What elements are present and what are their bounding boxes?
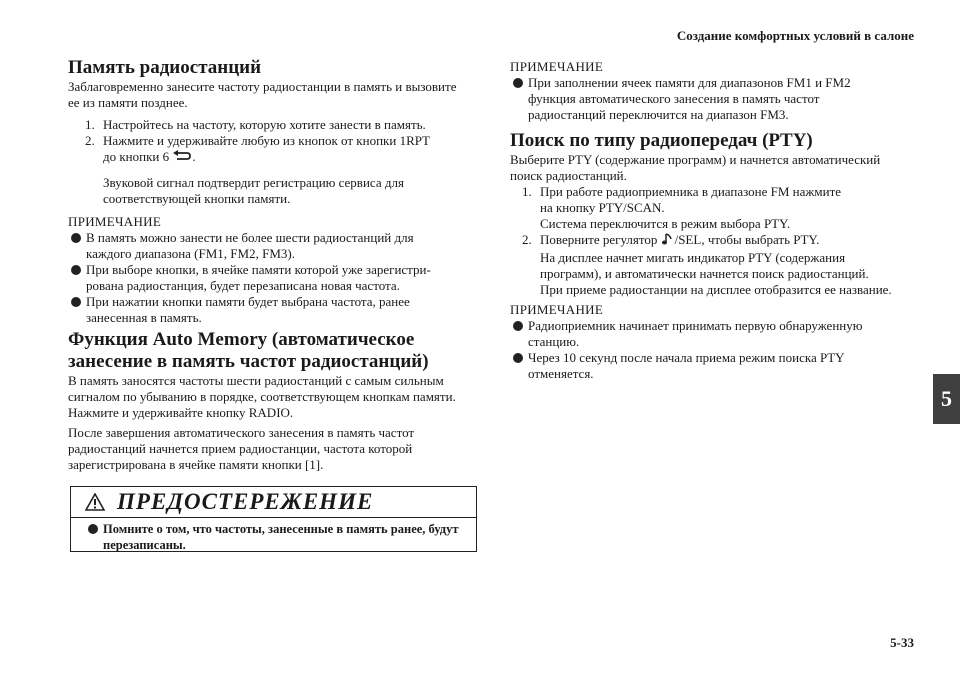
step-2: 2. Нажмите и удерживайте любую из кнопок от кнопки 1RPT до кнопки 6 . [85, 133, 485, 166]
note-item: При нажатии кнопки памяти будет выбрана частота, ранее занесенная в память. [68, 294, 488, 326]
warning-header [71, 487, 476, 518]
auto-memory-para1: В память заносятся частоты шести радиостанций с самым сильным сигналом по убыванию в порядке, соответствующем кнопкам памяти. Нажмите и удерживайте кнопку RADIO. [68, 373, 456, 420]
chapter-tab: 5 [933, 374, 960, 424]
note-item: В память можно занести не более шести радиостанций для каждого диапазона (FM1, FM2, FM3). [68, 230, 488, 262]
auto-memory-heading: Функция Auto Memory (автоматическое занесение в память частот радиостанций) [68, 329, 429, 372]
auto-memory-para2: После завершения автоматического занесения в память частот радиостанций начнется прием радиостанции, частота которой зарегистрирована в ячейке памяти кнопки [1]. [68, 425, 415, 472]
warning-box [70, 486, 477, 552]
pty-intro: Выберите PTY (содержание программ) и начнется автоматический поиск радиостанций. [510, 152, 881, 183]
note-item: При заполнении ячеек памяти для диапазонов FM1 и FM2 функция автоматического занесения в память частот радиостанций переключится на диапазон FM3. [510, 75, 920, 123]
note-item: При выборе кнопки, в ячейке памяти которой уже зарегистри- рована радиостанция, будет перезаписана новая частота. [68, 262, 488, 294]
step-1: 1. Настройтесь на частоту, которую хотите занести в память. [85, 117, 426, 132]
memory-intro: Заблаговременно занесите частоту радиостанции в память и вызовите ее из памяти позднее. [68, 79, 457, 110]
pty-step-1: 1. При работе радиоприемника в диапазоне FM нажмите на кнопку PTY/SCAN. Система переключится в режим выбора PTY. [522, 184, 842, 231]
warning-item: Помните о том, что частоты, занесенные в память ранее, будут перезаписаны. [85, 521, 468, 553]
running-header: Создание комфортных условий в салоне [676, 28, 914, 43]
note-item: Радиоприемник начинает принимать первую обнаруженную станцию. [510, 318, 920, 350]
pty-steps [522, 184, 932, 298]
note-item: Через 10 секунд после начала приема режим поиска PTY отменяется. [510, 350, 920, 382]
warning-title: ПРЕДОСТЕРЕЖЕНИЕ [117, 489, 374, 514]
return-arrow-icon [172, 150, 192, 166]
warning-triangle-icon [85, 493, 105, 516]
memory-confirm: Звуковой сигнал подтвердит регистрацию сервиса для соответствующей кнопки памяти. [103, 175, 404, 207]
pty-heading: Поиск по типу радиопередач (PTY) [510, 130, 813, 151]
page-number: 5-33 [890, 635, 914, 650]
memory-notes [68, 214, 488, 326]
note-label: ПРИМЕЧАНИЕ [68, 214, 162, 229]
pty-notes: ПРИМЕЧАНИЕ Радиоприемник начинает принимать первую обнаруженную станцию. Через 10 секунд после начала приема режим поиска PTY отменяется. [510, 302, 920, 382]
memory-heading: Память радиостанций [68, 57, 262, 78]
memory-steps [85, 117, 485, 207]
right-note: ПРИМЕЧАНИЕ При заполнении ячеек памяти для диапазонов FM1 и FM2 функция автоматического занесения в память частот радиостанций переключится на диапазон FM3. [510, 59, 920, 123]
pty-step-2: 2. Поверните регулятор /SEL, чтобы выбрать PTY. На дисплее начнет мигать индикатор PTY (содержания программ), и автоматически начнется поиск радиостанций. При приеме радиостанции на дисплее отобразится ее название. [522, 232, 892, 298]
music-note-icon [661, 232, 675, 250]
